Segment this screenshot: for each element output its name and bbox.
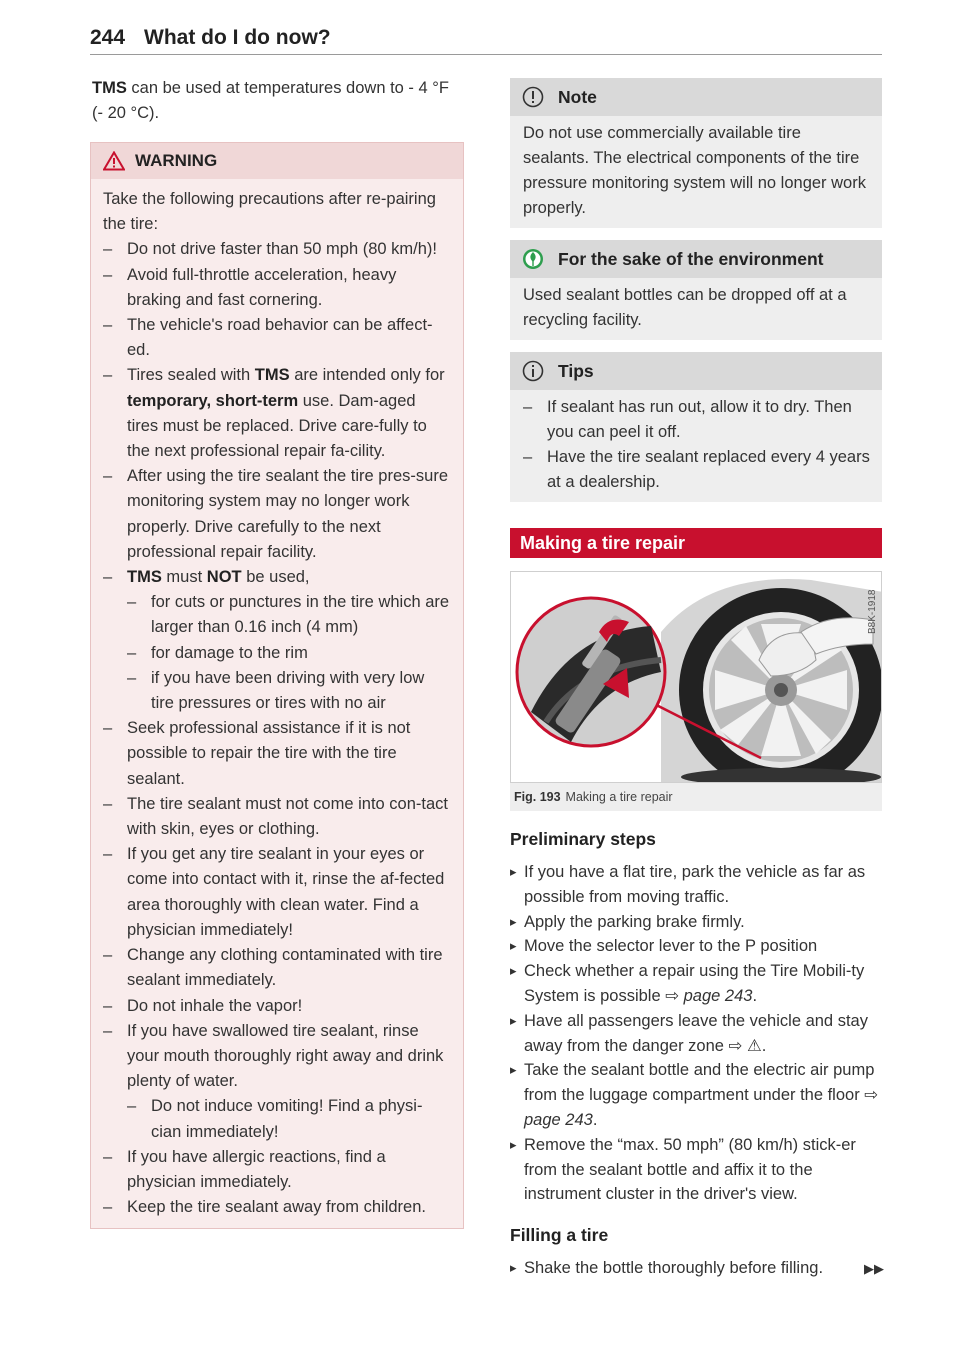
list-item bbox=[510, 1009, 882, 1059]
list-item: – The tire sealant must not come into con-tact with skin, eyes or clothing. bbox=[103, 792, 451, 842]
info-circle-icon bbox=[522, 360, 544, 382]
text-run: use. Dam-aged tires must be replaced. Drive care-fully to the next professional repair fa-cility. bbox=[127, 391, 427, 461]
list-item: ▸ Move the selector lever to the P position bbox=[510, 934, 882, 959]
page-reference-link[interactable]: ⇨ page 243 bbox=[524, 1086, 879, 1129]
text-run: . bbox=[592, 1110, 598, 1129]
note-title: Note bbox=[558, 86, 597, 107]
page-header bbox=[90, 24, 882, 55]
list-item bbox=[103, 565, 451, 716]
environment-header bbox=[510, 240, 882, 278]
emphasis-text: NOT bbox=[206, 568, 242, 587]
note-header bbox=[510, 78, 882, 116]
left-column bbox=[90, 76, 464, 1229]
warning-sublist bbox=[127, 1094, 451, 1144]
page-title: What do I do now? bbox=[144, 26, 331, 49]
list-item bbox=[103, 1019, 451, 1145]
leaf-circle-icon bbox=[522, 248, 544, 270]
preliminary-heading: Preliminary steps bbox=[510, 829, 656, 849]
list-item: – If you get any tire sealant in your eyes or come into contact with it, rinse the af-fected area thoroughly with clean water. Find a physician immediately! bbox=[103, 842, 451, 943]
text-run: If you have swallowed tire sealant, rinse your mouth thoroughly right away and drink plenty of water. bbox=[127, 1021, 444, 1091]
warning-title: WARNING bbox=[135, 151, 218, 170]
intro-body: can be used at temperatures down to - 4 °F (- 20 °C). bbox=[92, 79, 449, 122]
text-run: Have all passengers leave the vehicle and stay away from the danger zone bbox=[524, 1011, 868, 1055]
tire-repair-figure bbox=[510, 571, 882, 783]
tire-repair-illustration bbox=[511, 572, 882, 782]
warning-triangle-icon bbox=[103, 151, 125, 171]
svg-text:B8K-1918: B8K-1918 bbox=[867, 589, 878, 634]
list-item: – if you have been driving with very low tire pressures or tires with no air bbox=[127, 666, 451, 716]
text-run: Check whether a repair using the Tire Mobili-ty System is possible bbox=[524, 962, 865, 1005]
warning-sublist bbox=[127, 590, 451, 716]
tips-body bbox=[510, 390, 882, 502]
list-item: – If sealant has run out, allow it to dry. Then you can peel it off. bbox=[523, 395, 870, 445]
list-item: – Keep the tire sealant away from children. bbox=[103, 1195, 451, 1220]
figure-caption bbox=[510, 783, 882, 811]
list-item: – Avoid full-throttle acceleration, heavy braking and fast cornering. bbox=[103, 263, 451, 313]
right-column bbox=[510, 78, 882, 1281]
environment-box bbox=[510, 240, 882, 340]
emphasis-text: temporary, short-term bbox=[127, 391, 299, 410]
tips-title: Tips bbox=[558, 360, 594, 381]
page-reference-link[interactable]: ⇨ page 243 bbox=[665, 986, 753, 1005]
list-item: – Seek professional assistance if it is not possible to repair the tire with the tire sealant. bbox=[103, 716, 451, 792]
tms-label: TMS bbox=[254, 366, 290, 385]
text-run: are intended only for bbox=[289, 366, 445, 385]
tips-list bbox=[523, 395, 870, 495]
caption-label: Fig. 193 bbox=[514, 790, 561, 804]
exclamation-circle-icon bbox=[522, 86, 544, 108]
text-run: Take the sealant bottle and the electric air pump from the luggage compartment under the floor bbox=[524, 1061, 875, 1105]
text-run: must bbox=[161, 568, 207, 587]
list-item: – Change any clothing contaminated with tire sealant immediately. bbox=[103, 943, 451, 993]
continue-icon: ▶▶ bbox=[864, 1260, 884, 1276]
tms-label: TMS bbox=[92, 79, 127, 97]
list-item: ▸ Remove the “max. 50 mph” (80 km/h) stick-er from the sealant bottle and affix it to the instrument cluster in the driver's view. bbox=[510, 1133, 882, 1207]
list-item: ▸ If you have a flat tire, park the vehicle as far as possible from moving traffic. bbox=[510, 860, 882, 910]
section-heading: Making a tire repair bbox=[510, 528, 882, 558]
list-item: – Do not drive faster than 50 mph (80 km/h)! bbox=[103, 237, 451, 262]
intro-text bbox=[90, 76, 464, 126]
filling-steps bbox=[510, 1256, 882, 1281]
tms-label: TMS bbox=[127, 568, 162, 587]
filling-heading: Filling a tire bbox=[510, 1225, 609, 1246]
caption-text: Making a tire repair bbox=[565, 790, 673, 804]
tips-box bbox=[510, 352, 882, 502]
figure-code-label bbox=[865, 576, 879, 636]
warning-header bbox=[91, 143, 463, 179]
text-run: be used, bbox=[241, 568, 310, 587]
list-item: – for cuts or punctures in the tire which are larger than 0.16 inch (4 mm) bbox=[127, 590, 451, 640]
list-item: – The vehicle's road behavior can be affect-ed. bbox=[103, 313, 451, 363]
text-run: Tires sealed with bbox=[127, 366, 255, 385]
warning-box bbox=[90, 142, 464, 1229]
page-number: 244 bbox=[90, 26, 126, 49]
list-item bbox=[103, 363, 451, 464]
warning-body bbox=[91, 179, 463, 1228]
list-item: ▸ Shake the bottle thoroughly before filling. bbox=[510, 1256, 882, 1281]
preliminary-steps bbox=[510, 860, 882, 1207]
list-item: – Do not inhale the vapor! bbox=[103, 994, 451, 1019]
warning-lead: Take the following precautions after re-pairing the tire: bbox=[103, 190, 436, 234]
warning-list bbox=[103, 237, 451, 1220]
list-item bbox=[510, 959, 882, 1009]
list-item: – for damage to the rim bbox=[127, 641, 451, 666]
tips-header bbox=[510, 352, 882, 390]
environment-title: For the sake of the environment bbox=[558, 248, 824, 269]
list-item: – If you have allergic reactions, find a physician immediately. bbox=[103, 1145, 451, 1195]
list-item: ▸ Apply the parking brake firmly. bbox=[510, 910, 882, 935]
note-box bbox=[510, 78, 882, 228]
warning-reference-link[interactable]: ⇨ ⚠ bbox=[728, 1036, 762, 1055]
text-run: . bbox=[752, 986, 758, 1005]
text-run: . bbox=[761, 1036, 767, 1055]
list-item bbox=[510, 1058, 882, 1132]
list-item: – Do not induce vomiting! Find a physi-cian immediately! bbox=[127, 1094, 451, 1144]
note-text: Do not use commercially available tire sealants. The electrical components of the tire pressure monitoring system will no longer work properly. bbox=[523, 124, 866, 217]
environment-text: Used sealant bottles can be dropped off at a recycling facility. bbox=[523, 286, 847, 329]
list-item: – Have the tire sealant replaced every 4 years at a dealership. bbox=[523, 445, 870, 495]
list-item: – After using the tire sealant the tire pres-sure monitoring system may no longer work properly. Drive carefully to the next professional repair facility. bbox=[103, 464, 451, 565]
